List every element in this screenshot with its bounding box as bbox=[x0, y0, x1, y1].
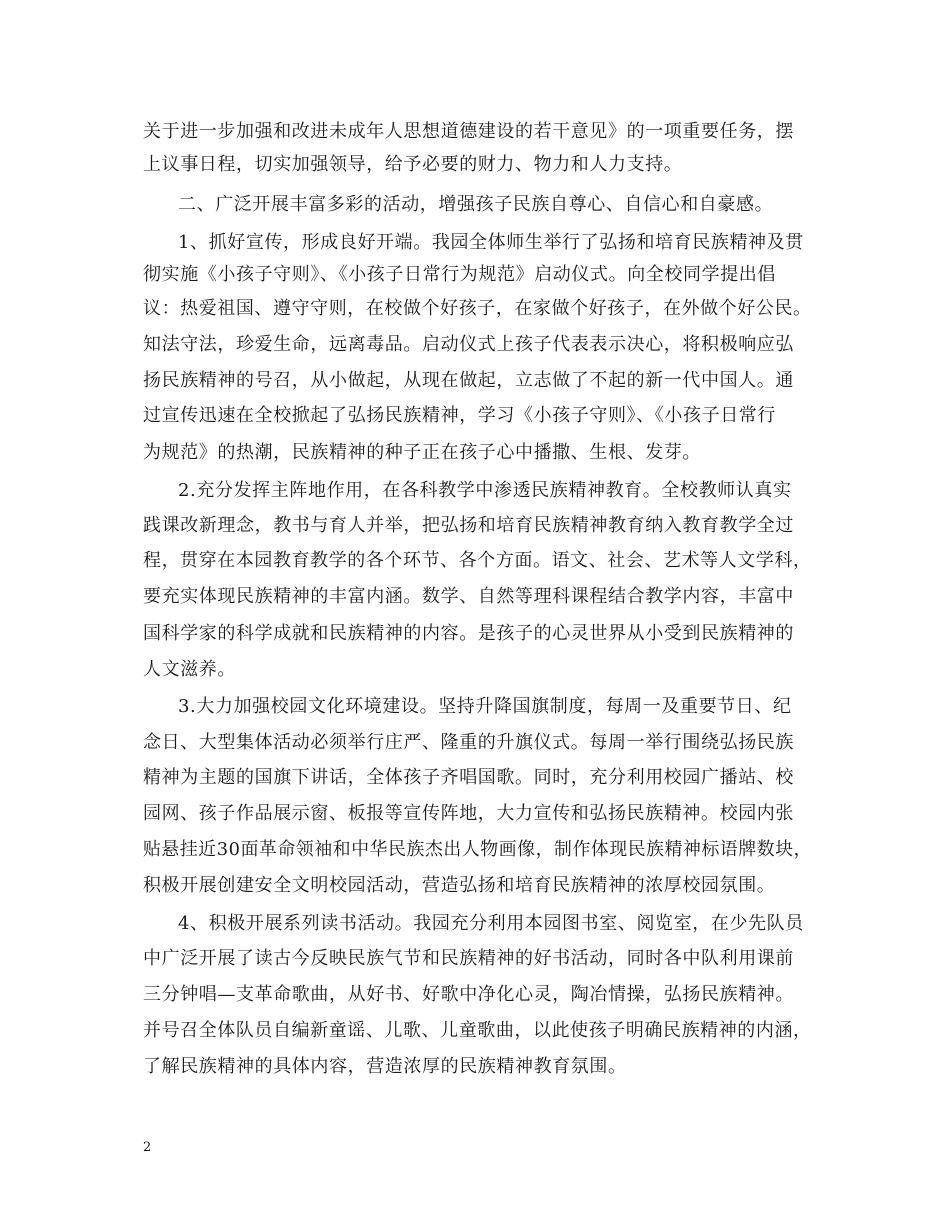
text-line: 议：热爱祖国、遵守守则，在校做个好孩子，在家做个好孩子，在外做个好公民。 bbox=[143, 298, 812, 319]
text-line: 并号召全体队员自编新童谣、儿歌、儿童歌曲，以此使孩子明确民族精神的内涵， bbox=[143, 1020, 812, 1041]
page-number: 2 bbox=[143, 1140, 152, 1155]
text-line: 上议事日程，切实加强领导，给予必要的财力、物力和人力支持。 bbox=[143, 154, 683, 175]
text-line: 为规范》的热潮，民族精神的种子正在孩子心中播撒、生根、发芽。 bbox=[143, 442, 701, 463]
paragraph-start: 4、积极开展系列读书活动。我园充分利用本园图书室、阅览室，在少先队员 bbox=[178, 913, 804, 934]
text-line: 贴悬挂近30面革命领袖和中华民族杰出人物画像，制作体现民族精神标语牌数块， bbox=[143, 839, 813, 860]
section-heading: 二、广泛开展丰富多彩的活动，增强孩子民族自尊心、自信心和自豪感。 bbox=[178, 194, 774, 215]
text-line: 知法守法，珍爱生命，远离毒品。启动仪式上孩子代表表示决心，将积极响应弘 bbox=[143, 334, 794, 355]
text-line: 践课改新理念，教书与育人并举，把弘扬和培育民族精神教育纳入教育教学全过 bbox=[143, 515, 794, 536]
text-line: 人文滋养。 bbox=[143, 659, 236, 680]
text-line: 念日、大型集体活动必须举行庄严、隆重的升旗仪式。每周一举行围绕弘扬民族 bbox=[143, 732, 794, 753]
text-line: 三分钟唱—支革命歌曲，从好书、好歌中净化心灵，陶冶情操，弘扬民族精神。 bbox=[143, 984, 794, 1005]
text-line: 中广泛开展了读古今反映民族气节和民族精神的好书活动，同时各中队利用课前 bbox=[143, 948, 794, 969]
text-line: 园网、孩子作品展示窗、板报等宣传阵地，大力宣传和弘扬民族精神。校园内张 bbox=[143, 803, 794, 824]
text-line: 关于进一步加强和改进未成年人思想道德建设的若干意见》的一项重要任务，摆 bbox=[143, 121, 794, 142]
text-line: 程，贯穿在本园教育教学的各个环节、各个方面。语文、社会、艺术等人文学科， bbox=[143, 550, 812, 571]
paragraph-start: 1、抓好宣传，形成良好开端。我园全体师生举行了弘扬和培育民族精神及贯 bbox=[178, 232, 804, 253]
text-line: 积极开展创建安全文明校园活动，营造弘扬和培育民族精神的浓厚校园氛围。 bbox=[143, 875, 776, 896]
paragraph-start: 2.充分发挥主阵地作用，在各科教学中渗透民族精神教育。全校教师认真实 bbox=[178, 480, 792, 501]
text-line: 精神为主题的国旗下讲话，全体孩子齐唱国歌。同时，充分利用校园广播站、校 bbox=[143, 767, 794, 788]
text-line: 彻实施《小孩子守则》、《小孩子日常行为规范》启动仪式。向全校同学提出倡 bbox=[143, 264, 776, 285]
paragraph-start: 3.大力加强校园文化环境建设。坚持升降国旗制度，每周一及重要节日、纪 bbox=[178, 696, 792, 717]
text-line: 了解民族精神的具体内容，营造浓厚的民族精神教育氛围。 bbox=[143, 1056, 627, 1077]
text-line: 要充实体现民族精神的丰富内涵。数学、自然等理科课程结合教学内容，丰富中 bbox=[143, 586, 794, 607]
text-line: 过宣传迅速在全校掀起了弘扬民族精神，学习《小孩子守则》、《小孩子日常行 bbox=[143, 405, 776, 426]
text-line: 扬民族精神的号召，从小做起，从现在做起，立志做了不起的新一代中国人。通 bbox=[143, 370, 794, 391]
text-line: 国科学家的科学成就和民族精神的内容。是孩子的心灵世界从小受到民族精神的 bbox=[143, 623, 794, 644]
